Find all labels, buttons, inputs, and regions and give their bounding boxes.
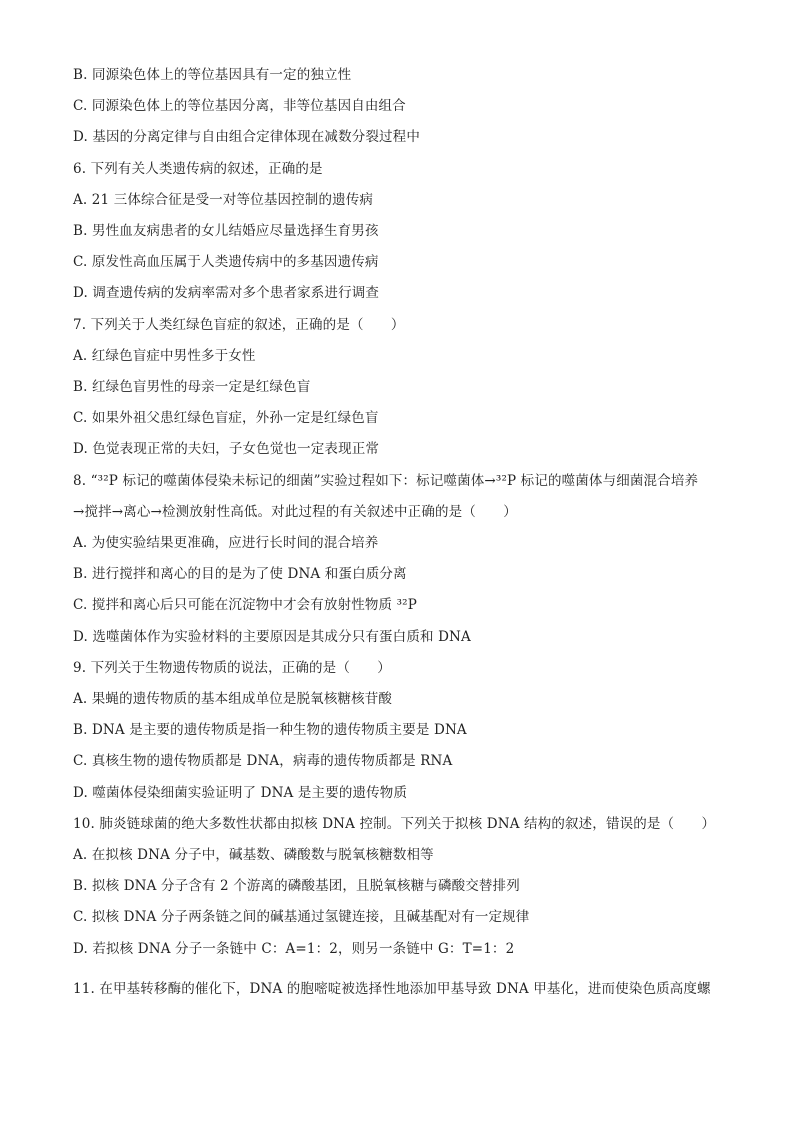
text-line: A. 红绿色盲症中男性多于女性 [73, 347, 256, 364]
text-line: A. 为使实验结果更准确，应进行长时间的混合培养 [73, 535, 379, 551]
text-line: C. 原发性高血压属于人类遗传病中的多基因遗传病 [73, 254, 379, 271]
text-line: →搅拌→离心→检测放射性高低。对此过程的有关叙述中正确的是（ ） [73, 503, 517, 520]
text-line: B. 男性血友病患者的女儿结婚应尽量选择生育男孩 [73, 223, 379, 239]
text-line: C. 同源染色体上的等位基因分离，非等位基因自由组合 [73, 98, 406, 115]
text-line: D. 调查遗传病的发病率需对多个患者家系进行调查 [73, 285, 380, 302]
text-line: C. 拟核 DNA 分子两条链之间的碱基通过氢键连接，且碱基配对有一定规律 [73, 909, 530, 926]
text-line: D. 基因的分离定律与自由组合定律体现在减数分裂过程中 [73, 129, 420, 146]
text-line: 10. 肺炎链球菌的绝大多数性状都由拟核 DNA 控制。下列关于拟核 DNA 结构的叙述，错误的是（ ） [73, 815, 716, 832]
text-line: D. 色觉表现正常的夫妇，子女色觉也一定表现正常 [73, 441, 380, 458]
text-line: 8. “³²P 标记的噬菌体侵染未标记的细菌”实验过程如下：标记噬菌体→³²P 标记的噬菌体与细菌混合培养 [73, 472, 699, 489]
text-line: B. DNA 是主要的遗传物质是指一种生物的遗传物质主要是 DNA [73, 722, 467, 739]
text-line: C. 搅拌和离心后只可能在沉淀物中才会有放射性物质 ³²P [73, 597, 417, 614]
text-line: B. 同源染色体上的等位基因具有一定的独立性 [73, 67, 352, 83]
text-line: C. 真核生物的遗传物质都是 DNA，病毒的遗传物质都是 RNA [73, 753, 453, 770]
text-line: A. 21 三体综合征是受一对等位基因控制的遗传病 [73, 191, 374, 208]
text-line: 11. 在甲基转移酶的催化下，DNA 的胞嘧啶被选择性地添加甲基导致 DNA 甲基化，进而使染色质高度螺 [73, 980, 711, 997]
text-line: 9. 下列关于生物遗传物质的说法，正确的是（ ） [73, 659, 391, 676]
text-line: B. 进行搅拌和离心的目的是为了使 DNA 和蛋白质分离 [73, 566, 407, 583]
text-line: A. 果蝇的遗传物质的基本组成单位是脱氧核糖核苷酸 [73, 691, 393, 707]
text-line: 6. 下列有关人类遗传病的叙述，正确的是 [73, 160, 323, 177]
text-line: D. 选噬菌体作为实验材料的主要原因是其成分只有蛋白质和 DNA [73, 628, 471, 645]
text-line: A. 在拟核 DNA 分子中，碱基数、磷酸数与脱氧核糖数相等 [73, 847, 434, 863]
text-line: C. 如果外祖父患红绿色盲症，外孙一定是红绿色盲 [73, 410, 379, 427]
text-line: D. 若拟核 DNA 分子一条链中 C：A=1：2，则另一条链中 G：T=1：2 [73, 940, 515, 957]
text-line: D. 噬菌体侵染细菌实验证明了 DNA 是主要的遗传物质 [73, 784, 408, 801]
text-line: 7. 下列关于人类红绿色盲症的叙述，正确的是（ ） [73, 316, 405, 333]
text-line: B. 红绿色盲男性的母亲一定是红绿色盲 [73, 379, 311, 395]
text-line: B. 拟核 DNA 分子含有 2 个游离的磷酸基团，且脱氧核糖与磷酸交替排列 [73, 878, 520, 895]
